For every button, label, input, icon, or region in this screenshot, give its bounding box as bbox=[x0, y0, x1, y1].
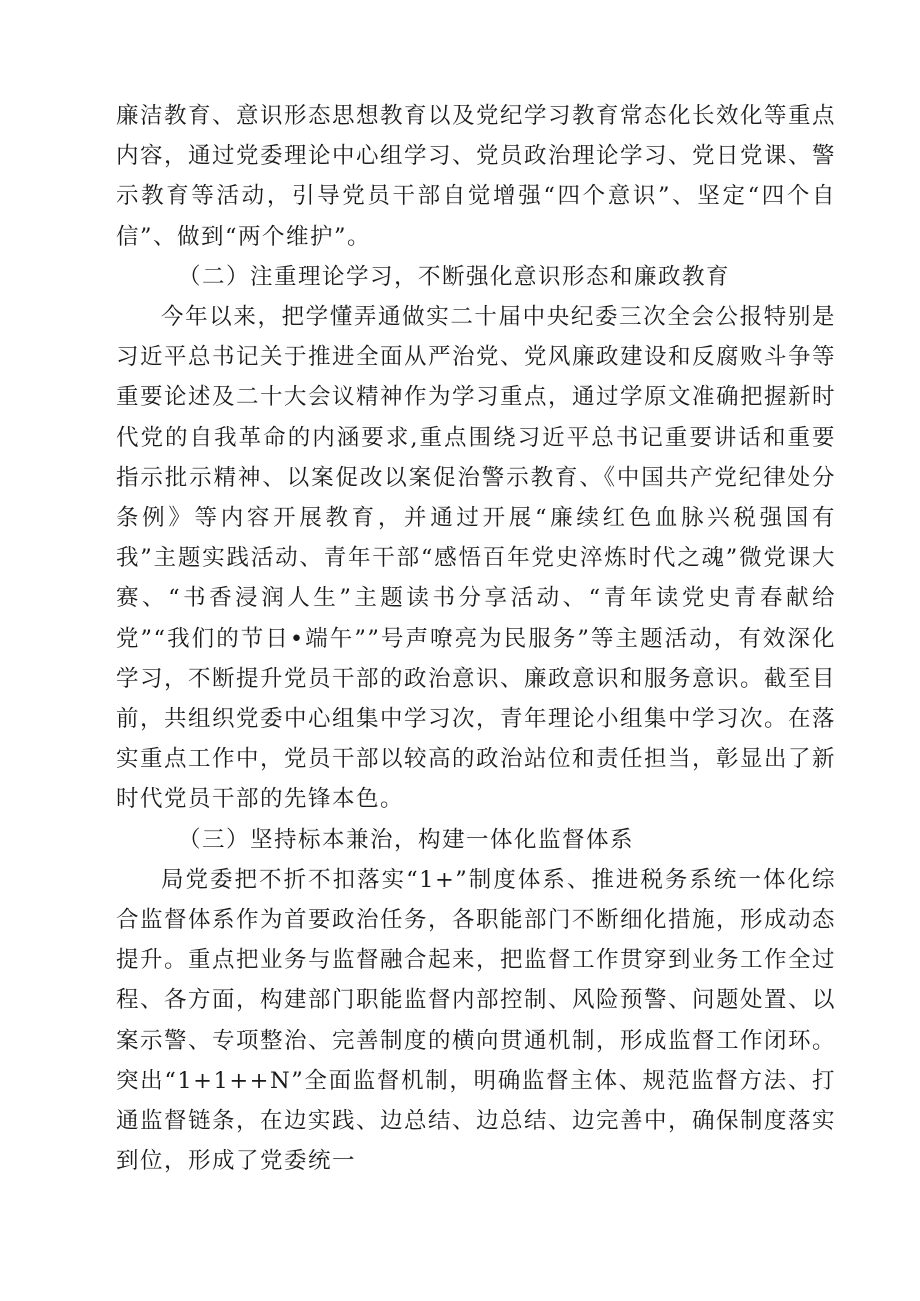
paragraph-theory-study: 今年以来，把学懂弄通做实二十届中央纪委三次全会公报特别是习近平总书记关于推进全面从严治党、党风廉政建设和反腐败斗争等重要论述及二十大会议精神作为学习重点，通过学原文准确把握新时代党的自我革命的内涵要求,重点围绕习近平总书记重要讲话和重要指示批示精神、以案促改以案促治警示教育、《中国共产党纪律处分条例》等内容开展教育，并通过开展“廉续红色血脉兴税强国有我”主题实践活动、青年干部“感悟百年党史淬炼时代之魂”微党课大赛、“书香浸润人生”主题读书分享活动、“青年读党史青春献给党”“我们的节日•端午””号声嘹亮为民服务”等主题活动，有效深化学习，不断提升党员干部的政治意识、廉政意识和服务意识。截至目前，共组织党委中心组集中学习次，青年理论小组集中学习次。在落实重点工作中，党员干部以较高的政治站位和责任担当，彰显出了新时代党员干部的先锋本色。 bbox=[116, 304, 837, 813]
section-heading-2: （二）注重理论学习，不断强化意识形态和廉政教育 bbox=[178, 263, 731, 290]
paragraph-supervision-system: 局党委把不折不扣落实“1+”制度体系、推进税务系统一体化综合监督体系作为首要政治任务，各职能部门不断细化措施，形成动态提升。重点把业务与监督融合起来，把监督工作贯穿到业务工作全过程、各方面，构建部门职能监督内部控制、风险预警、问题处置、以案示警、专项整治、完善制度的横向贯通机制，形成监督工作闭环。突出“1+1++N”全面监督机制，明确监督主体、规范监督方法、打通监督链条，在边实践、边总结、边总结、边完善中，确保制度落实到位，形成了党委统一 bbox=[116, 866, 837, 1175]
document-body bbox=[116, 96, 836, 1181]
section-heading-3: （三）坚持标本兼治，构建一体化监督体系 bbox=[178, 826, 635, 853]
paragraph-continuation: 廉洁教育、意识形态思想教育以及党纪学习教育常态化长效化等重点内容，通过党委理论中心组学习、党员政治理论学习、党日党课、警示教育等活动，引导党员干部自觉增强“四个意识”、坚定“四个自信”、做到“两个维护”。 bbox=[116, 103, 837, 250]
